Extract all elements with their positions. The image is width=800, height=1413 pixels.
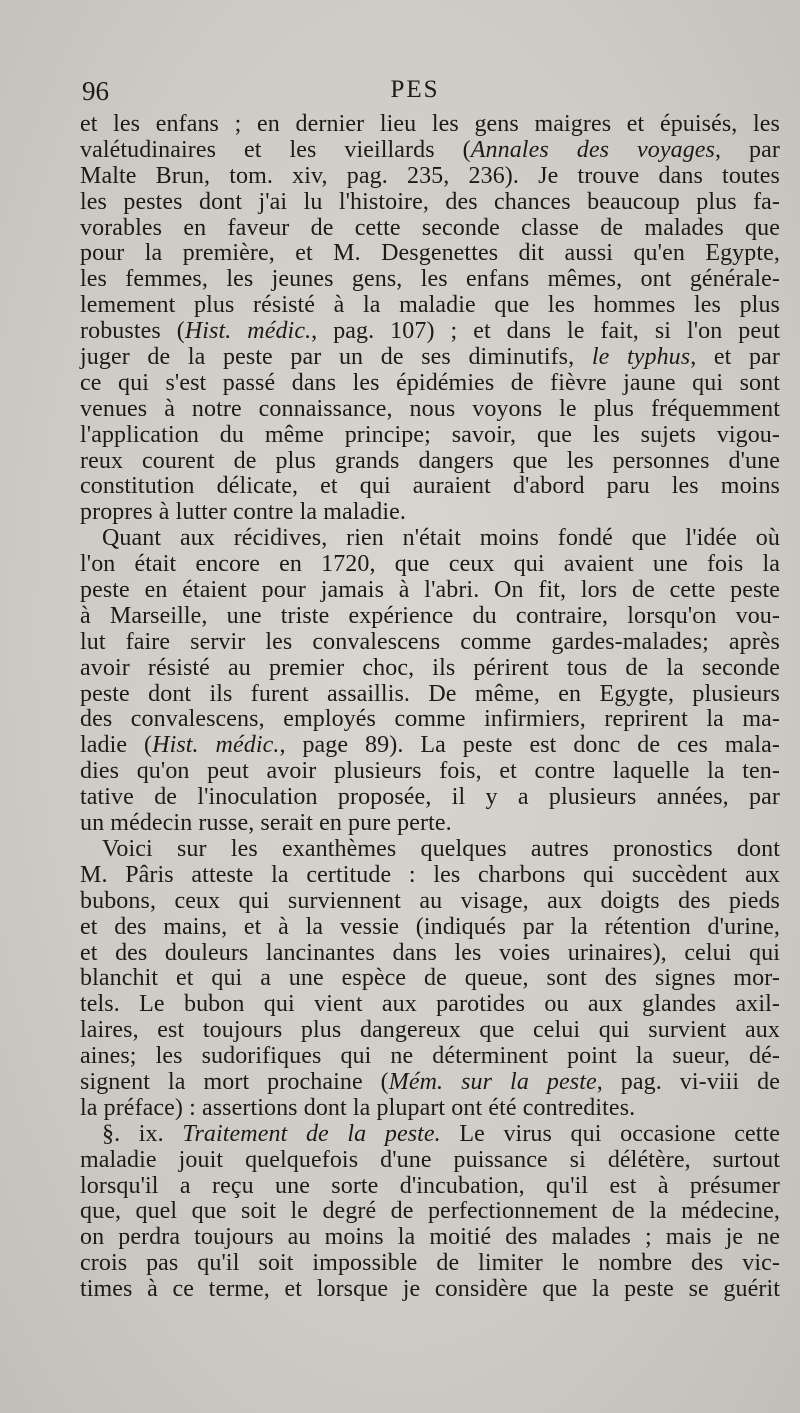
text-line: [80, 112, 780, 138]
line-text: ce qui s'est passé dans les épidémies de fièvre jaune qui sont: [80, 369, 780, 396]
line-text: et les enfans ; en dernier lieu les gens maigres et épuisés, les: [80, 111, 780, 137]
line-text: l'application du même principe; savoir, que les sujets vigou-: [80, 421, 780, 448]
line-text: des convalescens, employés comme infirmiers, reprirent la ma-: [80, 706, 780, 733]
line-text: lorsqu'il a reçu une sorte d'incubation, qu'il est à présumer: [80, 1172, 780, 1199]
line-text: blanchit et qui a une espèce de queue, sont des signes mor-: [80, 965, 780, 992]
italic-citation: Traitement de la peste.: [182, 1120, 441, 1147]
running-head: PES: [390, 76, 440, 103]
line-text: on perdra toujours au moins la moitié des malades ; mais je ne: [80, 1224, 780, 1251]
line-text: et des douleurs lancinantes dans les voies urinaires), celui qui: [80, 939, 780, 966]
line-text: à Marseille, une triste expérience du contraire, lorsqu'on vou-: [80, 602, 780, 629]
text-line: [80, 345, 780, 371]
text-line: [80, 500, 780, 526]
text-line: [80, 889, 780, 915]
line-text: un médecin russe, serait en pure perte.: [80, 810, 452, 837]
line-text: dies qu'on peut avoir plusieurs fois, et contre laquelle la ten-: [80, 758, 780, 785]
italic-citation: Annales des voyages: [470, 136, 715, 163]
line-text: peste en étaient pour jamais à l'abri. On fit, lors de cette peste: [80, 577, 780, 604]
body-text: [80, 112, 780, 1303]
text-line: [80, 267, 780, 293]
text-line: [80, 630, 780, 656]
text-line: [80, 526, 780, 552]
text-line: [80, 915, 780, 941]
text-line: [80, 449, 780, 475]
text-line: [80, 216, 780, 242]
text-line: [80, 1122, 780, 1148]
line-text: crois pas qu'il soit impossible de limiter le nombre des vic-: [80, 1250, 780, 1277]
line-text: maladie jouit quelquefois d'une puissance si délétère, surtout: [80, 1146, 780, 1173]
line-text: Malte Brun, tom. xiv, pag. 235, 236). Je trouve dans toutes: [80, 162, 780, 189]
line-text: vorables en faveur de cette seconde classe de malades que: [80, 214, 780, 241]
text-line: [80, 1225, 780, 1251]
line-text: constitution délicate, et qui auraient d'abord paru les moins: [80, 473, 780, 500]
line-text: propres à lutter contre la maladie.: [80, 499, 407, 526]
line-text: reux courent de plus grands dangers que les personnes d'une: [80, 447, 780, 474]
italic-citation: le typhus: [591, 344, 691, 371]
text-line: [80, 1199, 780, 1225]
text-line: [80, 656, 780, 682]
text-line: [80, 1277, 780, 1303]
text-line: [80, 682, 780, 708]
line-text: M. Pâris atteste la certitude : les charbons qui succèdent aux: [80, 861, 780, 888]
line-text: lemement plus résisté à la maladie que les hommes les plus: [80, 292, 780, 319]
line-text: avoir résisté au premier choc, ils périrent tous de la seconde: [80, 654, 780, 681]
text-line: [80, 992, 780, 1018]
text-line: [80, 707, 780, 733]
text-line: [80, 733, 780, 759]
line-text: lut faire servir les convalescens comme gardes-malades; après: [80, 628, 780, 655]
text-line: [80, 319, 780, 345]
text-line: [80, 1070, 780, 1096]
text-line: [80, 837, 780, 863]
line-text: times à ce terme, et lorsque je considère que la peste se guérit: [80, 1276, 780, 1303]
line-text: peste dont ils furent assaillis. De même, en Egygte, plusieurs: [80, 680, 780, 707]
line-text: et des mains, et à la vessie (indiqués par la rétention d'urine,: [80, 913, 780, 940]
text-line: [80, 1174, 780, 1200]
line-text: les pestes dont j'ai lu l'histoire, des chances beaucoup plus fa-: [80, 188, 780, 215]
line-text: tative de l'inoculation proposée, il y a plusieurs années, par: [80, 784, 780, 811]
page-number: 96: [82, 76, 109, 106]
text-line: [80, 811, 780, 837]
text-line: [80, 941, 780, 967]
line-text: signent la mort prochaine (: [80, 1068, 389, 1095]
line-text: valétudinaires et les vieillards (: [80, 136, 471, 163]
text-line: [80, 759, 780, 785]
italic-citation: Hist. médic.: [152, 732, 280, 759]
text-line: [80, 1018, 780, 1044]
line-text-continued: , par: [714, 136, 780, 163]
text-line: [80, 190, 780, 216]
line-text: venues à notre connaissance, nous voyons le plus fréquemment: [80, 395, 780, 422]
text-line: [80, 138, 780, 164]
line-text: aines; les sudorifiques qui ne déterminent point la sueur, dé-: [80, 1043, 780, 1070]
text-line: [80, 371, 780, 397]
line-text: pour la première, et M. Desgenettes dit aussi qu'en Egypte,: [80, 240, 780, 267]
italic-citation: Mém. sur la peste: [388, 1068, 597, 1095]
line-text: Quant aux récidives, rien n'était moins fondé que l'idée où: [102, 525, 780, 552]
text-line: [80, 164, 780, 190]
text-line: [80, 966, 780, 992]
line-text: la préface) : assertions dont la plupart ont été contredites.: [80, 1094, 636, 1121]
text-line: [80, 863, 780, 889]
text-line: [80, 552, 780, 578]
line-text-continued: , et par: [690, 344, 780, 371]
text-line: [80, 578, 780, 604]
text-line: [80, 1044, 780, 1070]
text-line: [80, 241, 780, 267]
text-line: [80, 293, 780, 319]
line-text: laires, est toujours plus dangereux que celui qui survient aux: [80, 1017, 780, 1044]
page-header: [78, 76, 752, 116]
text-line: [80, 423, 780, 449]
line-text: les femmes, les jeunes gens, les enfans mêmes, ont générale-: [80, 266, 780, 293]
italic-citation: Hist. médic.: [184, 318, 312, 345]
line-text: l'on était encore en 1720, que ceux qui avaient une fois la: [80, 551, 780, 578]
text-line: [80, 1096, 780, 1122]
line-text: tels. Le bubon qui vient aux parotides ou aux glandes axil-: [80, 991, 780, 1018]
line-text-continued: , pag. vi-viii de: [596, 1068, 780, 1095]
line-text: Voici sur les exanthèmes quelques autres pronostics dont: [102, 835, 780, 862]
text-line: [80, 1148, 780, 1174]
line-text: que, quel que soit le degré de perfectionnement de la médecine,: [80, 1198, 780, 1225]
text-line: [80, 397, 780, 423]
line-text: ladie (: [80, 732, 153, 759]
line-text: robustes (: [80, 318, 185, 345]
line-text-continued: , pag. 107) ; et dans le fait, si l'on peut: [311, 318, 781, 345]
line-text: juger de la peste par un de ses diminutifs,: [80, 344, 592, 371]
line-text: §. ix.: [102, 1120, 183, 1147]
text-line: [80, 1251, 780, 1277]
text-line: [80, 785, 780, 811]
text-line: [80, 474, 780, 500]
line-text-continued: Le virus qui occasione cette: [440, 1120, 781, 1147]
line-text: bubons, ceux qui surviennent au visage, aux doigts des pieds: [80, 887, 780, 914]
line-text-continued: , page 89). La peste est donc de ces mala-: [279, 732, 780, 759]
text-line: [80, 604, 780, 630]
